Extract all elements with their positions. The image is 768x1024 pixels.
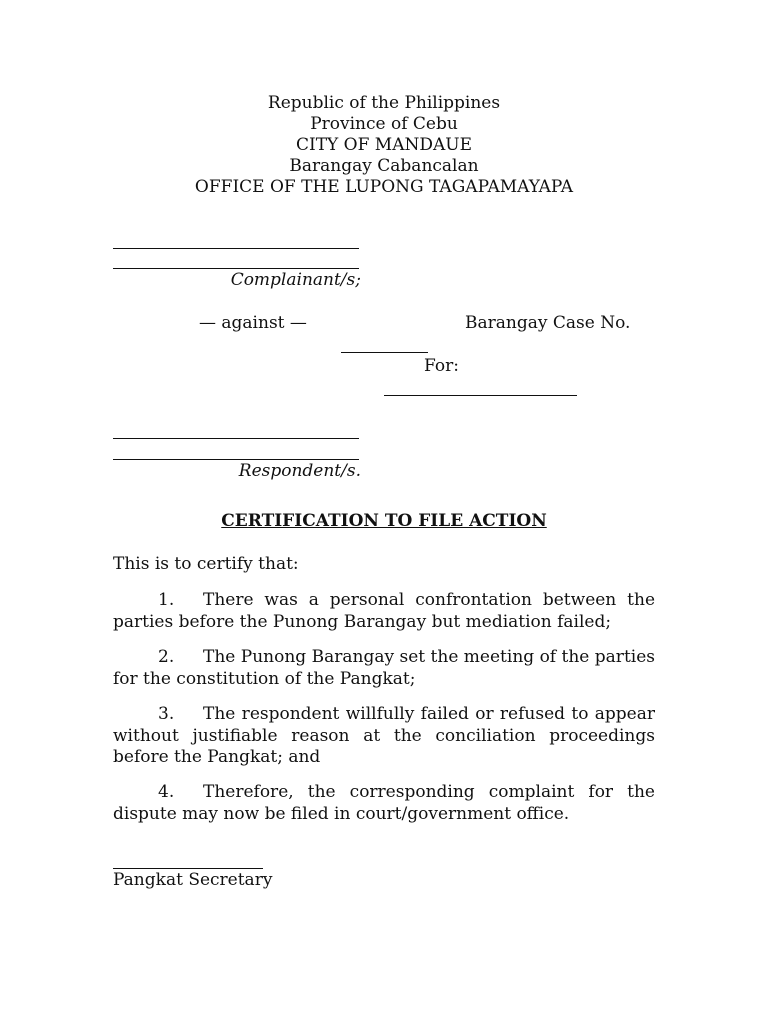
case-number-label: Barangay Case No. — [465, 313, 631, 333]
document-title: CERTIFICATION TO FILE ACTION — [221, 511, 547, 531]
signature-label: Pangkat Secretary — [113, 870, 273, 890]
against-label: — against — — [199, 313, 307, 333]
complainant-label: Complainant/s; — [230, 270, 361, 290]
item-number: 1. — [158, 590, 175, 610]
respondent-label: Respondent/s. — [238, 461, 361, 481]
respondent-blank-2[interactable] — [113, 459, 359, 460]
case-number-blank[interactable] — [341, 352, 428, 353]
item-text: The respondent willfully failed or refused to appear without justifiable reason at the conciliation proceedings before the Pangkat; and — [113, 704, 655, 767]
document-header — [0, 93, 768, 198]
header-office: OFFICE OF THE LUPONG TAGAPAMAYAPA — [194, 177, 574, 197]
complainant-blank-2[interactable] — [113, 268, 359, 269]
item-text: There was a personal confrontation between the parties before the Punong Barangay but mediation failed; — [113, 590, 655, 632]
header-province: Province of Cebu — [310, 114, 458, 134]
for-blank[interactable] — [384, 395, 577, 396]
complainant-blank-1[interactable] — [113, 248, 359, 249]
certification-item-1 — [113, 590, 655, 633]
for-label: For: — [424, 356, 459, 376]
item-number: 4. — [158, 782, 175, 802]
item-number: 3. — [158, 704, 175, 724]
certification-item-4 — [113, 782, 655, 825]
header-barangay: Barangay Cabancalan — [289, 156, 479, 176]
signature-line[interactable] — [113, 868, 263, 869]
header-republic: Republic of the Philippines — [267, 93, 501, 113]
item-text: The Punong Barangay set the meeting of the parties for the constitution of the Pangkat; — [113, 647, 655, 689]
respondent-blank-1[interactable] — [113, 438, 359, 439]
item-text: Therefore, the corresponding complaint for the dispute may now be filed in court/government office. — [113, 782, 655, 824]
intro-text: This is to certify that: — [113, 554, 299, 574]
item-number: 2. — [158, 647, 175, 667]
certification-item-3 — [113, 704, 655, 769]
header-city: CITY OF MANDAUE — [295, 135, 473, 155]
certification-item-2 — [113, 647, 655, 690]
